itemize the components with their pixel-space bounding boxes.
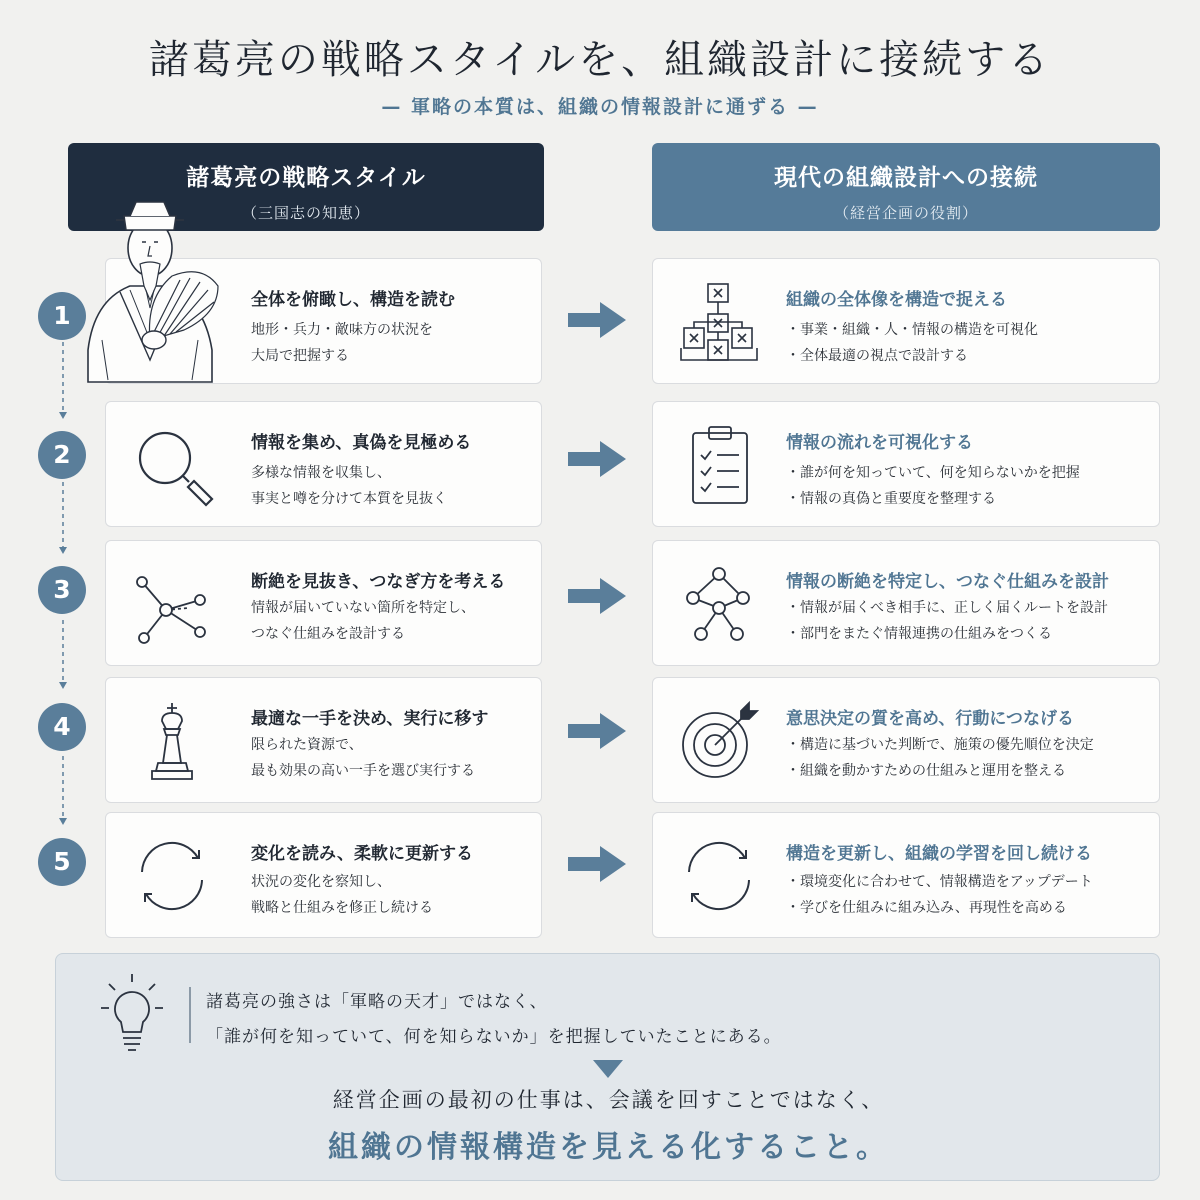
strategy-card-2 (105, 401, 542, 527)
organization-card-text: ・組織を動かすための仕組みと運用を整える (786, 763, 1066, 779)
organization-card-text: ・学びを仕組みに組み込み、再現性を高める (786, 900, 1067, 916)
step-number-3: 3 (38, 566, 86, 614)
organization-card-3 (652, 540, 1160, 666)
zhuge-liang-portrait (80, 190, 220, 382)
strategy-card-text: 地形・兵力・敵味方の状況を (251, 322, 433, 338)
organization-card-title: 情報の流れを可視化する (786, 433, 973, 453)
connect-arrow-icon (568, 578, 626, 614)
organization-card-text: ・事業・組織・人・情報の構造を可視化 (786, 322, 1038, 338)
step-number-4: 4 (38, 703, 86, 751)
chess-king-icon (132, 701, 212, 781)
strategy-card-text: 戦略と仕組みを修正し続ける (251, 900, 433, 916)
clipboard-checklist-icon (679, 425, 759, 505)
organization-card-4 (652, 677, 1160, 803)
structure-blocks-icon (679, 282, 759, 362)
step-number-2: 2 (38, 431, 86, 479)
organization-card-text: ・構造に基づいた判断で、施策の優先順位を決定 (786, 737, 1094, 753)
strategy-card-text: 状況の変化を察知し、 (251, 874, 391, 890)
strategy-card-3 (105, 540, 542, 666)
magnifier-icon (132, 425, 212, 505)
network-nodes-icon (132, 564, 212, 644)
page-title: 諸葛亮の戦略スタイルを、組織設計に接続する (148, 37, 1052, 83)
lightbulb-icon (101, 972, 163, 1052)
strategy-card-title: 最適な一手を決め、実行に移す (251, 709, 489, 729)
strategy-card-text: 限られた資源で、 (251, 737, 363, 753)
summary-quote: 諸葛亮の強さは「軍略の天才」ではなく、 (206, 992, 548, 1012)
quote-divider (189, 987, 191, 1043)
refresh-cycle-icon (679, 836, 759, 916)
strategy-card-title: 情報を集め、真偽を見極める (251, 433, 472, 453)
conclusion-line: 経営企画の最初の仕事は、会議を回すことではなく、 (332, 1088, 885, 1112)
summary-quote: 「誰が何を知っていて、何を知らないか」を把握していたことにある。 (206, 1027, 782, 1047)
organization-card-title: 情報の断絶を特定し、つなぐ仕組みを設計 (786, 572, 1109, 592)
organization-card-text: ・情報が届くべき相手に、正しく届くルートを設計 (786, 600, 1108, 616)
strategy-card-text: 多様な情報を収集し、 (251, 465, 391, 481)
strategy-card-4 (105, 677, 542, 803)
page-subtitle: — 軍略の本質は、組織の情報設計に通ずる — (381, 96, 819, 118)
right-column-header (652, 143, 1160, 231)
strategy-card-5 (105, 812, 542, 938)
organization-card-5 (652, 812, 1160, 938)
connect-arrow-icon (568, 846, 626, 882)
strategy-card-text: 最も効果の高い一手を選び実行する (251, 763, 475, 779)
refresh-cycle-icon (132, 836, 212, 916)
strategy-card-title: 全体を俯瞰し、構造を読む (251, 290, 455, 310)
connect-arrow-icon (568, 302, 626, 338)
organization-card-1 (652, 258, 1160, 384)
right-column-title: 現代の組織設計への接続 (774, 165, 1038, 191)
target-arrow-icon (679, 701, 759, 781)
right-column-subtitle: （経営企画の役割） (833, 204, 978, 222)
strategy-card-text: つなぐ仕組みを設計する (251, 626, 405, 642)
node-graph-icon (679, 564, 759, 644)
organization-card-text: ・情報の真偽と重要度を整理する (786, 491, 996, 507)
organization-card-title: 構造を更新し、組織の学習を回し続ける (786, 844, 1092, 864)
strategy-card-title: 変化を読み、柔軟に更新する (251, 844, 474, 864)
summary-panel (55, 953, 1160, 1181)
strategy-card-text: 大局で把握する (251, 348, 349, 364)
organization-card-text: ・部門をまたぐ情報連携の仕組みをつくる (786, 626, 1052, 642)
connect-arrow-icon (568, 441, 626, 477)
organization-card-2 (652, 401, 1160, 527)
organization-card-title: 組織の全体像を構造で捉える (786, 290, 1007, 310)
conclusion-highlight: 組織の情報構造を見える化すること。 (328, 1130, 889, 1165)
organization-card-title: 意思決定の質を高め、行動につなげる (786, 709, 1074, 729)
strategy-card-title: 断絶を見抜き、つなぎ方を考える (251, 572, 506, 592)
left-column-title: 諸葛亮の戦略スタイル (186, 165, 426, 191)
strategy-card-text: 情報が届いていない箇所を特定し、 (251, 600, 475, 616)
organization-card-text: ・環境変化に合わせて、情報構造をアップデート (786, 874, 1093, 890)
strategy-card-text: 事実と噂を分けて本質を見抜く (251, 491, 447, 507)
step-number-5: 5 (38, 838, 86, 886)
left-column-subtitle: （三国志の知恵） (241, 204, 370, 222)
step-number-1: 1 (38, 292, 86, 340)
organization-card-text: ・全体最適の視点で設計する (786, 348, 968, 364)
connect-arrow-icon (568, 713, 626, 749)
organization-card-text: ・誰が何を知っていて、何を知らないかを把握 (786, 465, 1080, 481)
down-triangle-icon (593, 1060, 623, 1078)
